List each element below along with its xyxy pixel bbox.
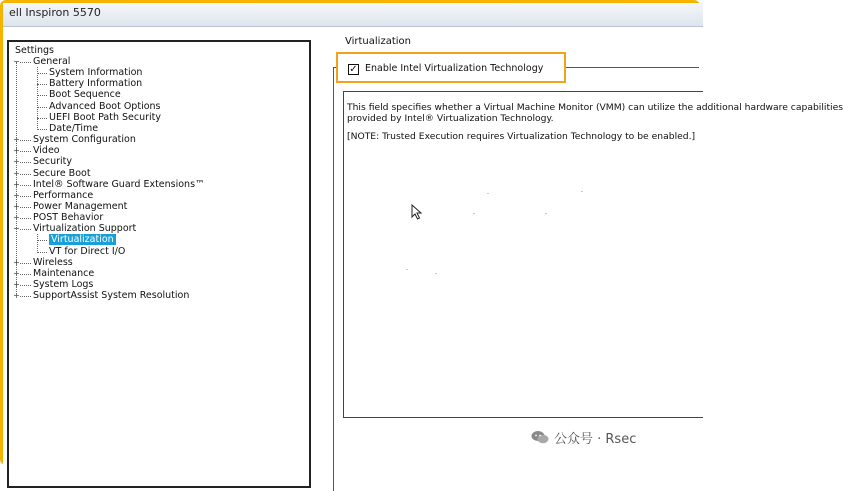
tree-item-power-management[interactable]: Power Management	[33, 200, 128, 212]
tree-connector	[20, 285, 31, 286]
tree-item-secure-boot[interactable]: Secure Boot	[33, 167, 91, 179]
bios-window	[3, 27, 843, 468]
tree-connector	[37, 73, 47, 74]
tree-connector	[20, 263, 31, 264]
tree-connector	[37, 240, 47, 241]
description-note: [NOTE: Trusted Execution requires Virtualization Technology to be enabled.]	[347, 131, 696, 142]
description-line-2: provided by Intel® Virtualization Technology.	[347, 113, 554, 124]
tree-connector	[20, 218, 31, 219]
tree-connector	[20, 207, 31, 208]
tree-connector	[20, 229, 31, 230]
tree-item-security[interactable]: Security	[33, 156, 73, 168]
tree-connector	[20, 196, 31, 197]
section-title: Virtualization	[345, 36, 411, 47]
tree-item-uefi-boot-path-security[interactable]: UEFI Boot Path Security	[49, 111, 162, 123]
tree-connector	[37, 107, 47, 108]
tree-item-battery-information[interactable]: Battery Information	[49, 78, 143, 90]
enable-vt-checkbox[interactable]: ✓	[349, 64, 358, 75]
mouse-pointer-icon	[411, 204, 423, 220]
tree-item-video[interactable]: Video	[33, 145, 60, 157]
tree-connector	[20, 62, 31, 63]
tree-connector	[37, 129, 47, 130]
tree-item-date-time[interactable]: Date/Time	[49, 122, 99, 134]
tree-connector	[20, 174, 31, 175]
expand-icon[interactable]: +	[13, 257, 20, 267]
tree-connector	[37, 84, 47, 85]
watermark-text: 公众号 · Rsec	[554, 432, 637, 447]
tree-connector	[37, 252, 47, 253]
tree-item-vt-for-direct-i-o[interactable]: VT for Direct I/O	[49, 245, 126, 257]
tree-item-advanced-boot-options[interactable]: Advanced Boot Options	[49, 100, 161, 112]
tree-item-general[interactable]: General	[33, 56, 71, 67]
expand-icon[interactable]: +	[13, 157, 20, 167]
tree-root-settings[interactable]: Settings	[15, 45, 54, 56]
description-box	[343, 91, 843, 418]
description-line-1: This field specifies whether a Virtual Machine Monitor (VMM) can utilize the additional hardware capabilities	[347, 102, 843, 113]
collapse-icon[interactable]: −	[13, 57, 20, 66]
expand-icon[interactable]: +	[13, 135, 20, 145]
tree-item-maintenance[interactable]: Maintenance	[33, 267, 95, 279]
settings-tree[interactable]	[7, 40, 311, 488]
enable-vt-label[interactable]: Enable Intel Virtualization Technology	[365, 63, 544, 74]
tree-item-post-behavior[interactable]: POST Behavior	[33, 212, 104, 224]
tree-connector	[20, 162, 31, 163]
tree-connector	[20, 296, 31, 297]
tree-connector	[20, 274, 31, 275]
tree-connector	[20, 140, 31, 141]
chat-bubble-icon	[531, 430, 549, 445]
tree-guide	[16, 62, 17, 296]
tree-connector	[20, 151, 31, 152]
expand-icon[interactable]: +	[13, 268, 20, 278]
watermark	[531, 428, 636, 447]
tree-item-virtualization-support[interactable]: Virtualization Support	[33, 223, 137, 235]
expand-icon[interactable]: +	[13, 291, 20, 301]
tree-guide	[37, 234, 38, 252]
tree-item-system-information[interactable]: System Information	[49, 67, 143, 79]
tree-item-system-configuration[interactable]: System Configuration	[33, 134, 136, 146]
window-titlebar	[3, 3, 703, 27]
tree-item-boot-sequence[interactable]: Boot Sequence	[49, 89, 121, 101]
tree-item-system-logs[interactable]: System Logs	[33, 279, 94, 290]
expand-icon[interactable]: +	[13, 201, 20, 211]
expand-icon[interactable]: +	[13, 213, 20, 223]
tree-connector	[37, 118, 47, 119]
tree-item-supportassist-system-resolution[interactable]: SupportAssist System Resolution	[33, 290, 190, 302]
tree-item-performance[interactable]: Performance	[33, 189, 94, 201]
tree-item-wireless[interactable]: Wireless	[33, 256, 73, 268]
tree-connector	[20, 185, 31, 186]
expand-icon[interactable]: +	[13, 190, 20, 200]
virtualization-option-highlight	[336, 52, 566, 83]
collapse-icon[interactable]: −	[13, 224, 20, 234]
expand-icon[interactable]: +	[13, 280, 20, 289]
expand-icon[interactable]: +	[13, 168, 20, 178]
tree-guide	[37, 67, 38, 130]
expand-icon[interactable]: +	[13, 179, 20, 189]
description-text	[347, 102, 843, 149]
tree-item-intel-software-guard-extensions[interactable]: Intel® Software Guard Extensions™	[33, 178, 205, 190]
window-title: ell Inspiron 5570	[9, 6, 101, 19]
tree-item-virtualization[interactable]: Virtualization	[51, 234, 114, 246]
tree-connector	[37, 95, 47, 96]
expand-icon[interactable]: +	[13, 146, 20, 156]
